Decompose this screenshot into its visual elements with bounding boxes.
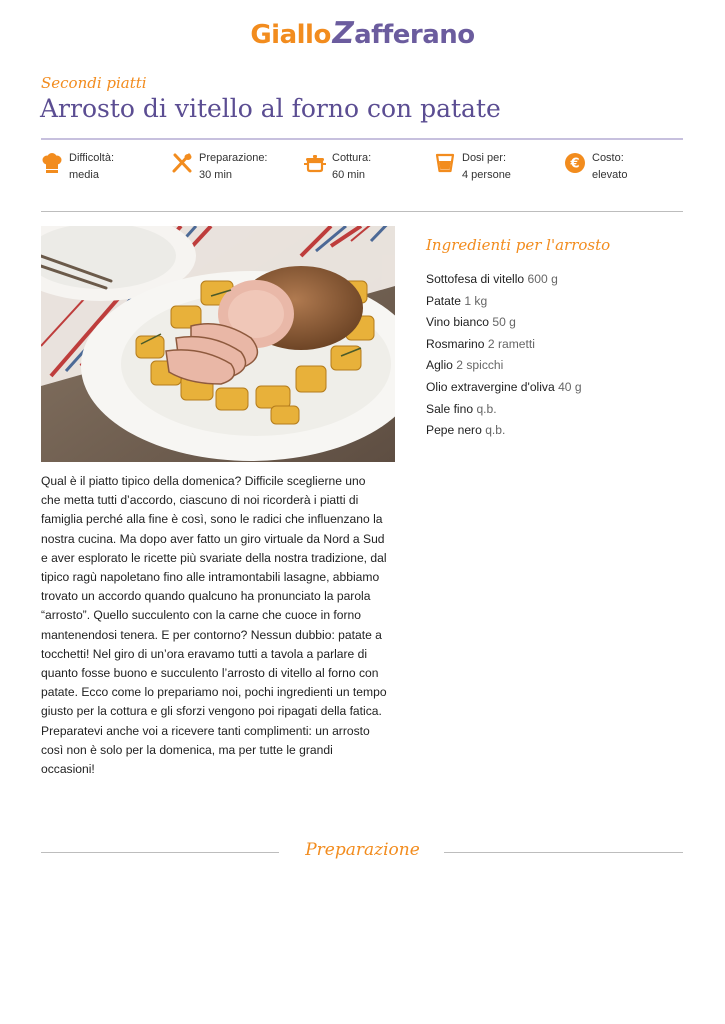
info-cooking xyxy=(304,150,371,184)
ingredient-qty: 40 g xyxy=(558,379,582,394)
ingredient-item xyxy=(426,399,582,421)
preparation-title: Preparazione xyxy=(305,840,420,860)
ingredient-qty: q.b. xyxy=(476,401,497,416)
logo-text xyxy=(250,16,474,51)
info-label: Preparazione: xyxy=(199,152,268,164)
ingredient-item xyxy=(426,420,582,442)
ingredient-item xyxy=(426,291,582,313)
ingredient-name[interactable]: Sale fino xyxy=(426,401,474,416)
recipe-category[interactable]: Secondi piatti xyxy=(41,74,147,92)
glass-icon xyxy=(434,152,456,174)
title-divider xyxy=(41,138,683,140)
info-servings xyxy=(434,150,511,184)
recipe-info-bar xyxy=(41,150,683,190)
logo-z: Z xyxy=(328,15,357,51)
info-cost xyxy=(564,150,627,184)
ingredient-qty: 50 g xyxy=(492,315,516,330)
ingredients-list xyxy=(426,269,582,442)
ingredient-qty: 600 g xyxy=(527,272,558,286)
info-divider xyxy=(41,211,683,212)
ingredient-item xyxy=(426,312,582,334)
info-value: 30 min xyxy=(199,169,233,181)
ingredient-qty: 2 spicchi xyxy=(456,358,504,373)
ingredient-name[interactable]: Olio extravergine d'oliva xyxy=(426,379,555,394)
info-value: media xyxy=(69,169,99,181)
ingredient-qty: 2 rametti xyxy=(487,336,535,351)
pot-icon xyxy=(304,152,326,174)
chef-hat-icon xyxy=(41,152,63,174)
ingredient-item xyxy=(426,334,582,356)
ingredient-name[interactable]: Sottofesa di vitello xyxy=(426,272,525,286)
info-label: Costo: xyxy=(592,152,624,164)
info-difficulty xyxy=(41,150,114,184)
info-preparation xyxy=(171,150,268,184)
ingredients-title: Ingredienti per l'arrosto xyxy=(426,236,611,254)
svg-text:€: € xyxy=(570,156,580,172)
info-value: 60 min xyxy=(332,169,366,181)
recipe-intro: Qual è il piatto tipico della domenica? Difficile sceglierne uno che metta tutti d’accordo, ciascuno di noi ricorderà i piatti di famiglia perché alla fine è così, sono le radici che influenzano la nostra cucina. Ma dopo aver fatto un giro virtuale da Nord a Sud e aver esplorato le ricette più svariate della nostra tradizione, dal tipico ragù napoletano fino alle intramontabili lasagne, abbiamo trovato un accordo quando qualcuno ha pronunciato la parola “arrosto”. Quello succulento con la carne che cuoce in forno mantenendosi tenera. E per contorno? Nessun dubbio: patate a tocchetti! Nel giro di un’ora eravamo tutti a tavola a parlare di quanto fosse buono e succulento l’arrosto di vitello al forno con patate. Ecco come lo prepariamo noi, pochi ingredienti un tempo giusto per la cottura e gli sforzi vengono poi ripagati della fatica. Preparatevi anche voi a ricevere tanti complimenti: un arrosto così non è solo per la domenica, ma per tutte le grandi occasioni! xyxy=(41,474,387,777)
preparation-divider-right xyxy=(444,852,683,853)
logo-giallo: Giallo xyxy=(250,19,331,50)
info-label: Difficoltà: xyxy=(69,152,115,164)
euro-icon xyxy=(564,152,586,174)
info-label: Dosi per: xyxy=(462,152,507,164)
recipe-title: Arrosto di vitello al forno con patate xyxy=(40,94,501,123)
ingredient-name[interactable]: Patate xyxy=(426,293,461,308)
info-label: Cottura: xyxy=(332,152,372,164)
logo-afferano: afferano xyxy=(354,19,475,50)
ingredient-item xyxy=(426,269,582,291)
ingredient-name[interactable]: Rosmarino xyxy=(426,336,485,351)
ingredient-item xyxy=(426,377,582,399)
utensils-icon xyxy=(171,152,193,174)
ingredient-qty: q.b. xyxy=(485,423,506,438)
ingredient-name[interactable]: Vino bianco xyxy=(426,315,489,330)
ingredient-name[interactable]: Pepe nero xyxy=(426,423,482,438)
recipe-photo xyxy=(41,226,395,462)
ingredient-item xyxy=(426,355,582,377)
ingredient-qty: 1 kg xyxy=(464,293,488,308)
giallozafferano-logo[interactable] xyxy=(0,8,725,58)
info-value: 4 persone xyxy=(462,169,511,181)
roast-photo-illustration xyxy=(41,226,395,462)
info-value: elevato xyxy=(592,169,628,181)
ingredient-name[interactable]: Aglio xyxy=(426,358,453,373)
